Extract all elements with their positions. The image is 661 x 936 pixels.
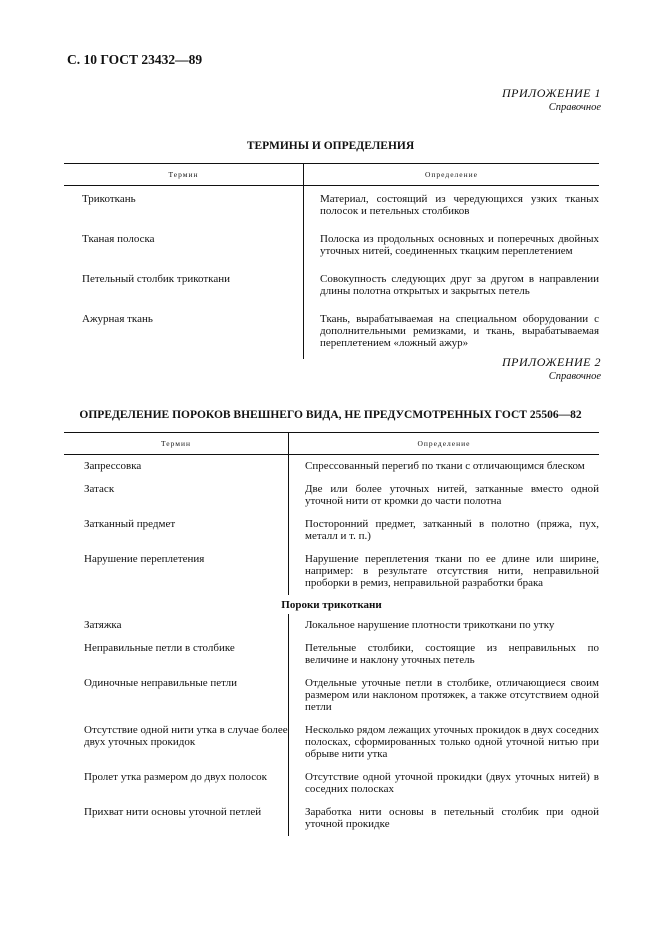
appendix1-title: ТЕРМИНЫ И ОПРЕДЕЛЕНИЯ <box>246 140 415 152</box>
table-row <box>64 513 599 548</box>
def-cell: Заработка нити основы в петельный столбик при одной уточной прокидке <box>305 806 599 830</box>
def-cell: Полоска из продольных основных и поперечных двойных уточных нитей, соединенных ткацким переплетением <box>320 233 599 257</box>
term-cell: Неправильные петли в столбике <box>64 637 289 672</box>
appendix2-title: ОПРЕДЕЛЕНИЕ ПОРОКОВ ВНЕШНЕГО ВИДА, НЕ ПРЕДУСМОТРЕННЫХ ГОСТ 25506—82 <box>79 409 582 421</box>
col-def-header: Определение <box>304 164 600 186</box>
col-term-header: Термин <box>64 164 304 186</box>
table-row <box>64 614 599 637</box>
def-cell: Ткань, вырабатываемая на специальном оборудовании с дополнительными ремизками, и ткань, вырабатываемая переплетением «ложный ажур» <box>320 313 599 349</box>
table-row <box>64 186 599 227</box>
def-cell: Несколько рядом лежащих уточных прокидок в двух соседних полосках, сформированных только одной уточной нитью при обрыве нити утка <box>305 724 599 760</box>
term-cell: Петельный столбик трикоткани <box>64 266 304 306</box>
term-cell: Тканая полоска <box>64 226 304 266</box>
appendix1-label-block <box>502 86 601 113</box>
term-cell: Затканный предмет <box>64 513 289 548</box>
term-cell: Запрессовка <box>64 455 289 479</box>
table-row <box>64 548 599 595</box>
def-cell: Нарушение переплетения ткани по ее длине или ширине, например: в результате отсутствия нити, неправильной проборки в ремиз, неправильной разработки брака <box>305 553 599 589</box>
term-cell: Ажурная ткань <box>64 306 304 359</box>
appendix2-label-block <box>502 355 601 382</box>
def-cell: Совокупность следующих друг за другом в направлении длины полотна открытых и закрытых петель <box>320 273 599 297</box>
table-row <box>64 719 599 766</box>
section-heading: Пороки трикоткани <box>281 599 382 611</box>
appendix1-label: ПРИЛОЖЕНИЕ 1 <box>502 86 601 100</box>
table-row <box>64 306 599 359</box>
term-cell: Отсутствие одной нити утка в случае более двух уточных прокидок <box>64 719 289 766</box>
table-row <box>64 266 599 306</box>
term-cell: Трикоткань <box>64 186 304 227</box>
term-cell: Затаск <box>64 478 289 513</box>
appendix1-note: Справочное <box>548 102 601 113</box>
table-row <box>64 672 599 719</box>
table-row <box>64 637 599 672</box>
def-cell: Две или более уточных нитей, затканные вместо одной уточной нити от кромки до части полотна <box>305 483 599 507</box>
table-row <box>64 766 599 801</box>
term-cell: Затяжка <box>64 614 289 637</box>
def-cell: Отдельные уточные петли в столбике, отличающиеся своим размером или наклоном протяжек, а также отсутствием одной петли <box>305 677 599 713</box>
section-row <box>64 595 599 614</box>
def-cell: Спрессованный перегиб по ткани с отличающимся блеском <box>305 460 585 472</box>
def-cell: Материал, состоящий из чередующихся узких тканых полосок и петельных столбиков <box>320 193 599 217</box>
table-row <box>64 455 599 479</box>
table-row <box>64 801 599 836</box>
table-row <box>64 478 599 513</box>
term-cell: Пролет утка размером до двух полосок <box>64 766 289 801</box>
page-header: С. 10 ГОСТ 23432—89 <box>67 52 203 67</box>
term-cell: Нарушение переплетения <box>64 548 289 595</box>
term-cell: Одиночные неправильные петли <box>64 672 289 719</box>
terms-table <box>64 163 599 359</box>
def-cell: Посторонний предмет, затканный в полотно (пряжа, пух, металл и т. п.) <box>305 518 599 542</box>
def-cell: Локальное нарушение плотности трикоткани по утку <box>305 619 555 631</box>
col-def-header: Определение <box>289 433 600 455</box>
term-cell: Прихват нити основы уточной петлей <box>64 801 289 836</box>
appendix2-note: Справочное <box>548 371 601 382</box>
appendix2-label: ПРИЛОЖЕНИЕ 2 <box>502 355 601 369</box>
defects-table <box>64 432 599 836</box>
def-cell: Петельные столбики, состоящие из неправильных по величине и наклону уточных петель <box>305 642 599 666</box>
def-cell: Отсутствие одной уточной прокидки (двух уточных нитей) в соседних полосках <box>305 771 599 795</box>
table-row <box>64 226 599 266</box>
col-term-header: Термин <box>64 433 289 455</box>
